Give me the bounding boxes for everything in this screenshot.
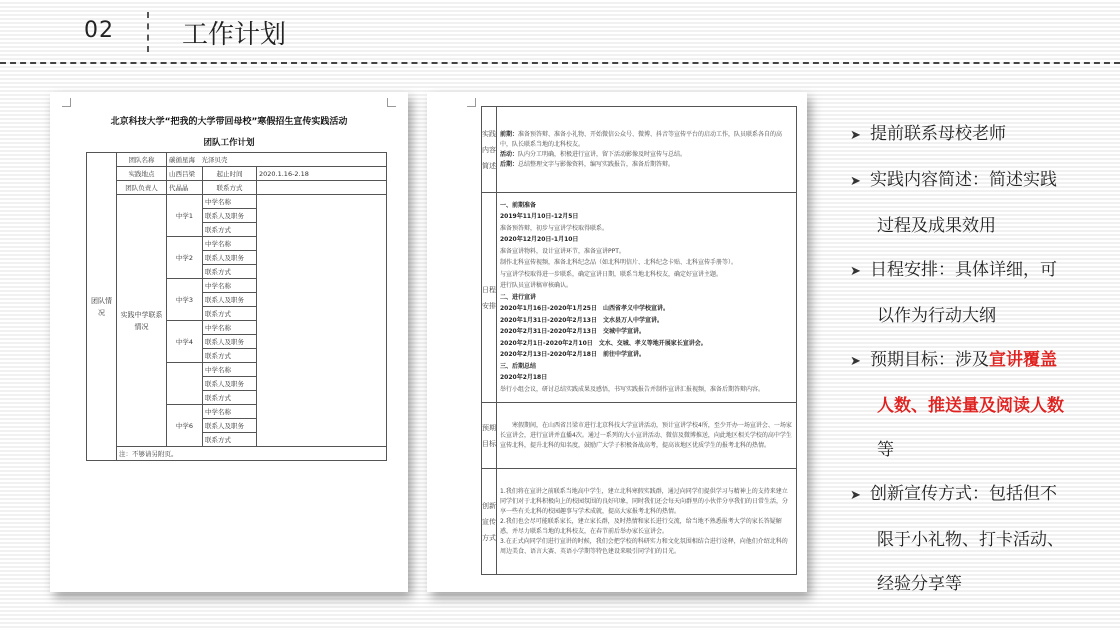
leader-value: 代晶晶: [167, 181, 203, 195]
field-value: [257, 307, 387, 321]
schedule-line: 二、进行宣讲: [500, 293, 537, 301]
leader-label: 团队负责人: [117, 181, 167, 195]
school-name: 中学3: [167, 279, 203, 321]
arrow-icon: ➤: [850, 174, 861, 189]
practice-content-table: [481, 106, 797, 575]
arrow-icon: ➤: [850, 128, 861, 143]
arrow-icon: ➤: [850, 264, 861, 279]
practice-content-document: [427, 92, 807, 592]
field-label: 中学名称: [203, 279, 257, 293]
place-value: 山西吕梁: [167, 167, 203, 181]
content-key: 活动：: [500, 150, 519, 158]
leader-contact-label: 联系方式: [203, 181, 257, 195]
arrow-icon: ➤: [850, 488, 861, 503]
side-label: 团队情况: [87, 153, 117, 461]
schedule-line: 进行队员宣讲稿审核确认。: [500, 282, 573, 290]
field-value: [257, 251, 387, 265]
goals-cell: [497, 403, 797, 469]
bullet-text: 创新宣传方式：包括但不: [870, 484, 1057, 504]
bullet-text: 实践内容简述：简述实践: [870, 170, 1057, 190]
school-name: 中学4: [167, 321, 203, 363]
schedule-line: 准备宣讲物料，设计宣讲环节，准备宣讲PPT。: [500, 247, 625, 255]
field-value: [257, 391, 387, 405]
crop-mark: [62, 98, 71, 107]
field-label: 中学名称: [203, 237, 257, 251]
schedule-line: 三、后期总结: [500, 362, 537, 370]
schedule-line: 2020年2月13日-2020年2月18日 前往中学宣讲。: [500, 351, 645, 359]
bullet-text: 过程及成果效用: [877, 216, 996, 236]
schedule-line: 制作北科宣传视频，准备北科纪念品（如北科明信片、北科纪念卡贴、北科宣传手册等）。: [500, 259, 738, 267]
content-key: 后期：: [500, 160, 519, 168]
field-label: 联系方式: [203, 307, 257, 321]
bullet-item: [850, 338, 1100, 472]
highlight-text: 人数、推送量及阅读人数: [877, 396, 1064, 416]
field-value: [257, 349, 387, 363]
field-label: 联系方式: [203, 391, 257, 405]
team-name-value: 碳循星海 光泽贝壳: [167, 153, 387, 167]
header-rule: [0, 62, 1120, 64]
field-label: 联系方式: [203, 265, 257, 279]
field-label: 联系方式: [203, 433, 257, 447]
document-subtitle: 团队工作计划: [203, 138, 255, 148]
team-plan-table: [86, 152, 387, 461]
section-number: 02: [84, 18, 114, 43]
schedule-line: 2020年1月16日-2020年1月25日 山西省孝义中学校宣讲。: [500, 305, 669, 313]
time-label: 起止时间: [203, 167, 257, 181]
bullet-text: 以作为行动大纲: [877, 306, 996, 326]
schedule-cell: [497, 193, 797, 403]
school-contact-label: 实践中学联系情况: [117, 195, 167, 447]
innovation-paragraph: 3.在正式向同学们进行宣讲的时候，我们会把学校的科研实力和文化氛围相结合进行诠释，向他们介绍北科的周边美食、语言大赛、英语小学期等特色建设来吸引同学们的目光。: [500, 537, 788, 555]
innovation-paragraph: 1.我们将在宣讲之前联系当地高中学生，建立北科寒假实践群，通过向同学们提供学习与精神上的支持来建立同学们对于北科积极向上的校园氛围的良好印象，同时我们还会每天向群里的小伙伴分享我们的日常生活，分享一些有关北科的校园趣事与学术成就，提高大家报考北科的热情。: [500, 487, 789, 515]
key-points-list: [850, 112, 1100, 606]
place-label: 实践地点: [117, 167, 167, 181]
field-label: 联系人及职务: [203, 209, 257, 223]
field-label: 联系人及职务: [203, 293, 257, 307]
note: 注：不够请另附页。: [117, 447, 387, 461]
innovation-paragraph: 2.我们也会尽可能联系家长，建立家长群，及时热情和家长进行交流，给当地不熟悉报考大学的家长答疑解惑，并尽力联系当地的北科校友，在春节前后举办家长宣讲会。: [500, 517, 782, 535]
bullet-text: 经验分享等: [877, 574, 962, 594]
field-value: [257, 419, 387, 433]
field-value: [257, 335, 387, 349]
slide-header: [0, 0, 1120, 64]
bullet-text: 预期目标：涉及: [870, 350, 989, 370]
field-label: 中学名称: [203, 405, 257, 419]
bullet-item: [850, 112, 1100, 158]
innovation-cell: [497, 469, 797, 575]
highlight-text: 宣讲覆盖: [989, 350, 1057, 370]
bullet-text: 日程安排：具体详细，可: [870, 260, 1057, 280]
field-value: [257, 363, 387, 377]
row-label-content: 实践内容简述: [482, 107, 497, 193]
field-label: 联系人及职务: [203, 251, 257, 265]
schedule-line: 举行小组会议，研讨总结实践成果及感悟，书写实践报告并制作宣讲汇报视频，准备后期答辩内容。: [500, 385, 765, 393]
field-label: 联系人及职务: [203, 419, 257, 433]
schedule-line: 一、前期准备: [500, 201, 537, 209]
crop-mark: [387, 98, 396, 107]
row-label-goals: 预期目标: [482, 403, 497, 469]
schedule-line: 2020年2月1日-2020年2月10日 文水、交城、孝义等地开展家长宣讲会。: [500, 339, 707, 347]
field-value: [257, 195, 387, 209]
schedule-line: 与宣讲学校取得进一步联系，确定宣讲日期，联系当地北科校友，确定好宣讲主题。: [500, 270, 723, 278]
bullet-item: [850, 158, 1100, 248]
field-value: [257, 237, 387, 251]
content-text: 队内分工明确，积极进行宣讲，留下活动影像及时宣传与总结。: [518, 150, 687, 158]
field-value: [257, 321, 387, 335]
row-label-innovation: 创新宣传方式: [482, 469, 497, 575]
schedule-line: 2020年2月31日-2020年2月13日 交城中学宣讲。: [500, 328, 645, 336]
bullet-text: 限于小礼物、打卡活动、: [877, 530, 1064, 550]
bullet-text: 等: [877, 440, 894, 460]
bullet-item: [850, 248, 1100, 338]
schedule-line: 2020年2月18日: [500, 374, 548, 382]
schedule-line: 准备预答辩，初步与宣讲学校取得联系。: [500, 224, 609, 232]
bullet-item: [850, 472, 1100, 606]
section-title: 工作计划: [182, 20, 287, 50]
school-name: 中学6: [167, 405, 203, 447]
field-value: [257, 377, 387, 391]
field-label: 中学名称: [203, 363, 257, 377]
content-summary-cell: [497, 107, 797, 193]
field-value: [257, 433, 387, 447]
team-plan-document: [50, 92, 408, 592]
crop-mark: [467, 98, 476, 107]
schedule-line: 2019年11月10日-12月5日: [500, 213, 579, 221]
content-text: 总结整理文字与影像资料，编写实践报告，准备后期答辩。: [518, 160, 675, 168]
field-label: 中学名称: [203, 195, 257, 209]
row-label-schedule: 日程安排: [482, 193, 497, 403]
content-text: 准备预答辩、准备小礼物、开始微信公众号、微博、抖音等宣传平台的启动工作，队员联系各自的高中，队长联系当地的北科校友。: [500, 130, 783, 148]
time-value: 2020.1.16-2.18: [257, 167, 387, 181]
field-label: 联系方式: [203, 349, 257, 363]
field-value: [257, 209, 387, 223]
field-label: 联系人及职务: [203, 335, 257, 349]
field-value: [257, 223, 387, 237]
arrow-icon: ➤: [850, 354, 861, 369]
field-value: [257, 405, 387, 419]
document-title: 北京科技大学“把我的大学带回母校”寒假招生宣传实践活动: [110, 117, 348, 127]
empty-cell: [257, 181, 387, 195]
schedule-line: 2020年12月20日-1月10日: [500, 236, 579, 244]
field-value: [257, 293, 387, 307]
school-name: 中学1: [167, 195, 203, 237]
section-divider: [147, 12, 149, 52]
field-label: 中学名称: [203, 321, 257, 335]
team-name-label: 团队名称: [117, 153, 167, 167]
content-key: 前期：: [500, 130, 519, 138]
goals-text: 寒假期间，在山西省吕梁市进行北京科技大学宣讲活动，预计宣讲学校4所，至少开办一场宣讲会、一场家长宣讲会，进行宣讲并直播4次。通过一系列的大小宣讲活动、微信及微博推送，向此地区相关学校的高中学生宣传北科，提升北科的知名度，鼓励广大学子积极备战高考，提高该地区优质学生的报考北科的热情。: [500, 421, 792, 449]
bullet-text: 提前联系母校老师: [870, 124, 1006, 144]
school-name: 中学2: [167, 237, 203, 279]
school-name: [167, 363, 203, 405]
field-value: [257, 265, 387, 279]
field-label: 联系人及职务: [203, 377, 257, 391]
schedule-line: 2020年1月31日-2020年2月13日 文水县万人中学宣讲。: [500, 316, 663, 324]
field-value: [257, 279, 387, 293]
field-label: 联系方式: [203, 223, 257, 237]
